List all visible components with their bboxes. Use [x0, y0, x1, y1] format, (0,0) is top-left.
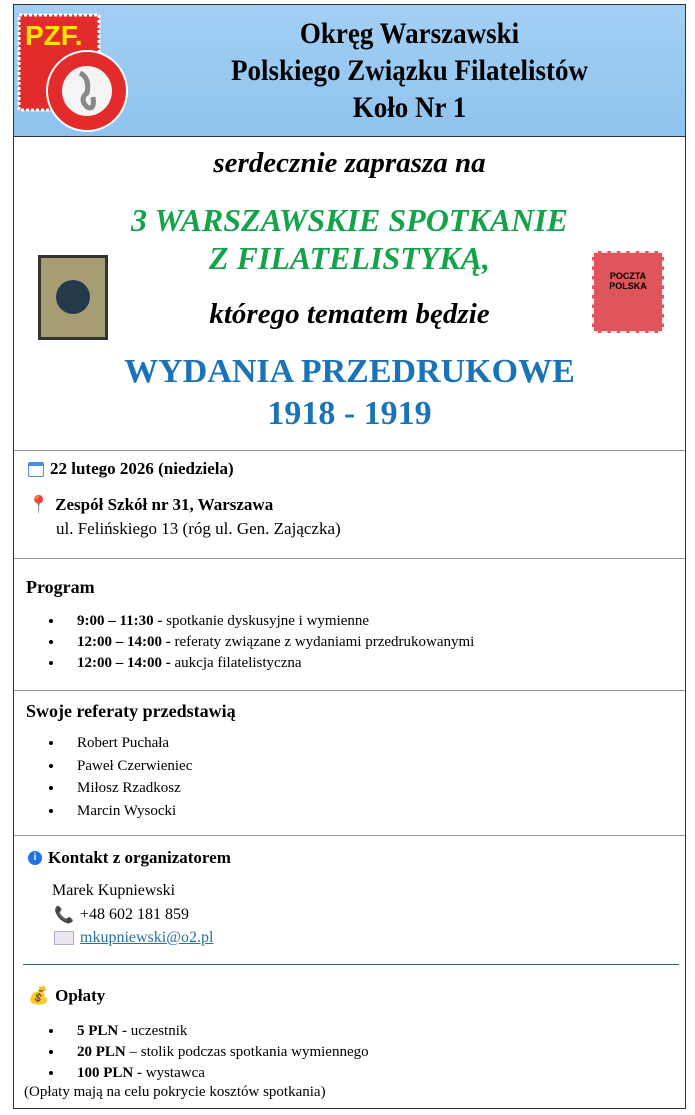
program-title: Program: [26, 577, 95, 597]
speakers-section: [14, 690, 685, 836]
contact-name: Marek Kupniewski: [52, 882, 176, 899]
pzf-logo: [17, 13, 132, 133]
location-pin-icon: 📍: [28, 495, 50, 514]
speakers-title: Swoje referaty przedstawią: [26, 701, 236, 721]
flyer: [13, 4, 686, 1109]
fee-item: • 100 PLN - wystawca: [64, 1063, 369, 1084]
fee-item: • 5 PLN - uczestnik: [64, 1021, 369, 1042]
venue-address: ul. Felińskiego 13 (róg ul. Gen. Zajączka): [56, 519, 341, 538]
theme-intro: którego tematem będzie: [209, 298, 490, 330]
header-line-3: Koło Nr 1: [352, 91, 467, 124]
info-icon: i: [28, 851, 42, 865]
details-section: [14, 450, 685, 559]
event-title-2: Z FILATELISTYKĄ,: [209, 240, 490, 276]
intro-text: serdecznie zaprasza na: [213, 147, 486, 179]
theme-title: WYDANIA PRZEDRUKOWE: [124, 353, 575, 390]
fees-title: Opłaty: [55, 986, 106, 1005]
program-section: [14, 558, 685, 691]
contact-section: [14, 835, 685, 1111]
program-item: • 12:00 – 14:00 - aukcja filatelistyczna: [64, 653, 474, 674]
contact-phone: +48 602 181 859: [79, 906, 189, 923]
theme-years: 1918 - 1919: [267, 395, 432, 432]
event-title-1: 3 WARSZAWSKIE SPOTKANIE: [131, 202, 568, 238]
email-icon: [54, 931, 74, 945]
venue: Zespół Szkół nr 31, Warszawa: [55, 495, 274, 514]
contact-email-link[interactable]: mkupniewski@o2.pl: [80, 929, 214, 946]
header: [14, 5, 685, 137]
speaker-item: • Robert Puchała: [64, 732, 192, 755]
contact-title: Kontakt z organizatorem: [48, 848, 231, 867]
speaker-item: • Marcin Wysocki: [64, 800, 192, 823]
money-bag-icon: 💰: [28, 986, 50, 1005]
event-date: 22 lutego 2026 (niedziela): [50, 459, 234, 478]
phone-icon: 📞: [54, 907, 74, 924]
fee-item: • 20 PLN – stolik podczas spotkania wymiennego: [64, 1042, 369, 1063]
header-line-2: Polskiego Związku Filatelistów: [230, 54, 588, 87]
stamp-left-image: [38, 255, 108, 340]
divider: [23, 964, 679, 965]
svg-text:PZF.: PZF.: [25, 20, 83, 51]
calendar-icon: [28, 462, 44, 477]
speaker-item: • Paweł Czerwieniec: [64, 755, 192, 778]
fees-note: (Opłaty mają na celu pokrycie kosztów spotkania): [24, 1084, 326, 1100]
program-item: • 12:00 – 14:00 - referaty związane z wydaniami przedrukowanymi: [64, 632, 474, 653]
stamp-right-image: POCZTA POLSKA: [592, 251, 664, 333]
header-line-1: Okręg Warszawski: [299, 17, 520, 50]
program-item: • 9:00 – 11:30 - spotkanie dyskusyjne i wymienne: [64, 611, 474, 632]
speaker-item: • Miłosz Rzadkosz: [64, 777, 192, 800]
